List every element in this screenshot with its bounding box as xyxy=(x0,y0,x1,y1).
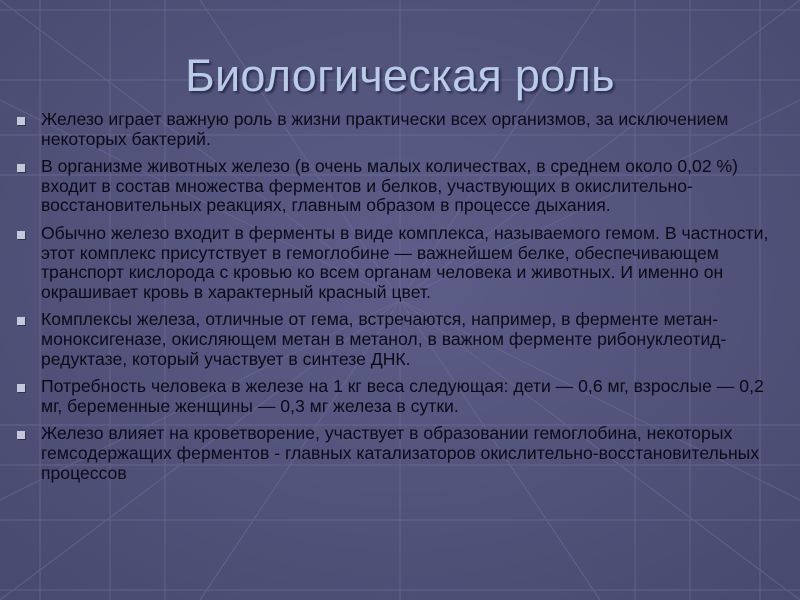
bullet-text: Потребность человека в железе на 1 кг веса следующая: дети — 0,6 мг, взрослые — 0,2 мг, беременные женщины — 0,3 мг железа в сутки. xyxy=(41,376,764,416)
bullet-square-icon xyxy=(17,231,25,239)
bullet-item xyxy=(14,377,786,416)
bullet-item xyxy=(14,224,786,302)
bullet-item xyxy=(14,110,786,149)
bullet-item xyxy=(14,310,786,369)
bullet-square-icon xyxy=(17,164,25,172)
bullet-square-icon xyxy=(17,117,25,125)
bullet-square-icon xyxy=(17,431,25,439)
bullet-square-icon xyxy=(17,317,25,325)
bullet-text: Железо влияет на кроветворение, участвует в образовании гемоглобина, некоторых гемсодержащих ферментов - главных катализаторов окислительно-восстановительных процессов xyxy=(41,423,760,483)
bullet-item xyxy=(14,424,786,483)
bullet-text: Комплексы железа, отличные от гема, встречаются, например, в ферменте метан-моноксигеназе, окисляющем метан в метанол, в важном ферменте рибонуклеотид-редуктазе, который участвует в синтезе ДНК. xyxy=(41,309,727,369)
bullet-text: В организме животных железо (в очень малых количествах, в среднем около 0,02 %) входит в состав множества ферментов и белков, участвующих в окислительно-восстановительных реакциях, главным образом в процессе дыхания. xyxy=(41,156,739,216)
bullet-list xyxy=(14,110,786,491)
slide-title: Биологическая роль xyxy=(185,50,615,101)
bullet-square-icon xyxy=(17,384,25,392)
bullet-text: Железо играет важную роль в жизни практически всех организмов, за исключением некоторых бактерий. xyxy=(41,109,729,149)
bullet-text: Обычно железо входит в ферменты в виде комплекса, называемого гемом. В частности, этот комплекс присутствует в гемоглобине — важнейшем белке, обеспечивающем транспорт кислорода с кровью ко всем органам человека и животных. И именно он окрашивает кровь в характерный красный цвет. xyxy=(41,222,769,302)
bullet-item xyxy=(14,157,786,216)
